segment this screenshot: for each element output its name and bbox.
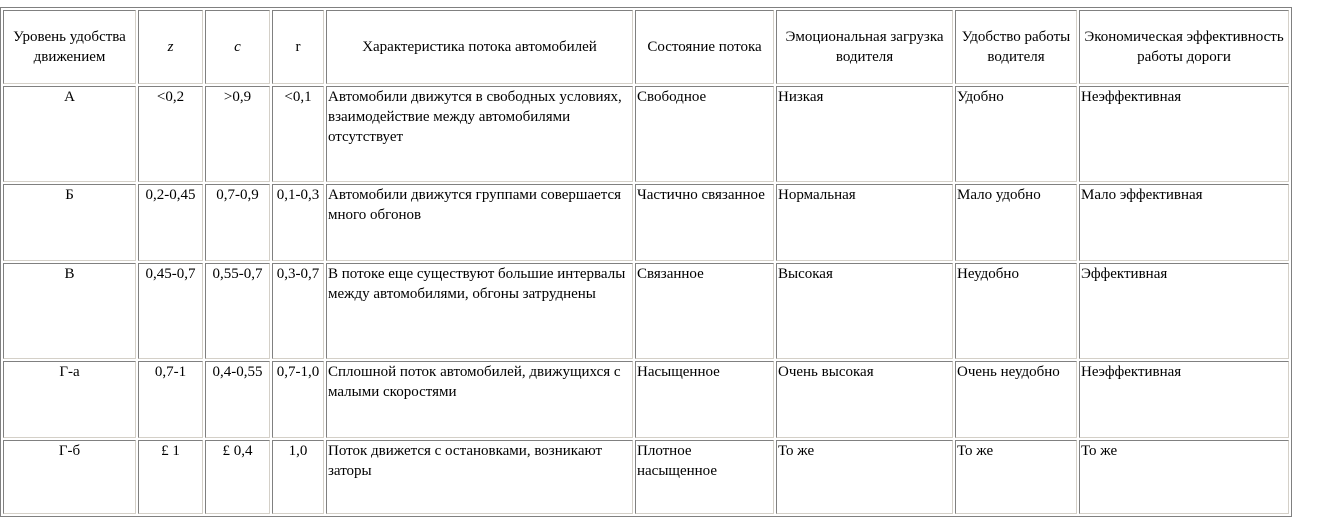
cell-driver-comfort: Мало удобно (955, 184, 1077, 261)
cell-state: Плотное насыщенное (635, 440, 774, 514)
cell-efficiency: Неэффективная (1079, 361, 1289, 438)
table-row (3, 86, 1289, 182)
header-emotional-load: Эмоциональная загрузка водителя (776, 10, 953, 84)
cell-driver-comfort: Удобно (955, 86, 1077, 182)
cell-efficiency: Мало эффективная (1079, 184, 1289, 261)
cell-efficiency: Эффективная (1079, 263, 1289, 359)
cell-efficiency: Неэффективная (1079, 86, 1289, 182)
cell-efficiency: То же (1079, 440, 1289, 514)
cell-state: Насыщенное (635, 361, 774, 438)
cell-c: >0,9 (205, 86, 270, 182)
cell-r: 0,3-0,7 (272, 263, 324, 359)
header-driver-comfort: Удобство работы водителя (955, 10, 1077, 84)
cell-level: А (3, 86, 136, 182)
cell-emotional-load: То же (776, 440, 953, 514)
cell-c: £ 0,4 (205, 440, 270, 514)
header-z: z (138, 10, 203, 84)
table-row (3, 361, 1289, 438)
cell-level: Г-а (3, 361, 136, 438)
cell-level: В (3, 263, 136, 359)
header-c: c (205, 10, 270, 84)
cell-r: 0,1-0,3 (272, 184, 324, 261)
cell-r: 1,0 (272, 440, 324, 514)
cell-characteristic: Автомобили движутся группами совершается много обгонов (326, 184, 633, 261)
header-level: Уровень удобства движением (3, 10, 136, 84)
cell-driver-comfort: Неудобно (955, 263, 1077, 359)
cell-state: Свободное (635, 86, 774, 182)
cell-c: 0,4-0,55 (205, 361, 270, 438)
cell-state: Частично связанное (635, 184, 774, 261)
cell-c: 0,7-0,9 (205, 184, 270, 261)
cell-emotional-load: Нормальная (776, 184, 953, 261)
cell-characteristic: В потоке еще существуют большие интервалы между автомобилями, обгоны затруднены (326, 263, 633, 359)
cell-characteristic: Автомобили движутся в свободных условиях, взаимодействие между автомобилями отсутствует (326, 86, 633, 182)
cell-state: Связанное (635, 263, 774, 359)
header-efficiency: Экономическая эффективность работы дороги (1079, 10, 1289, 84)
cell-r: 0,7-1,0 (272, 361, 324, 438)
cell-emotional-load: Очень высокая (776, 361, 953, 438)
cell-emotional-load: Низкая (776, 86, 953, 182)
cell-driver-comfort: Очень неудобно (955, 361, 1077, 438)
header-r: r (272, 10, 324, 84)
header-state: Состояние потока (635, 10, 774, 84)
table-row (3, 440, 1289, 514)
traffic-comfort-table (0, 7, 1292, 517)
cell-r: <0,1 (272, 86, 324, 182)
cell-level: Г-б (3, 440, 136, 514)
cell-characteristic: Поток движется с остановками, возникают заторы (326, 440, 633, 514)
cell-level: Б (3, 184, 136, 261)
cell-z: 0,2-0,45 (138, 184, 203, 261)
cell-z: <0,2 (138, 86, 203, 182)
cell-driver-comfort: То же (955, 440, 1077, 514)
table-row (3, 184, 1289, 261)
header-row (3, 10, 1289, 84)
cell-characteristic: Сплошной поток автомобилей, движущихся с малыми скоростями (326, 361, 633, 438)
header-characteristic: Характеристика потока автомобилей (326, 10, 633, 84)
cell-emotional-load: Высокая (776, 263, 953, 359)
table-row (3, 263, 1289, 359)
cell-z: £ 1 (138, 440, 203, 514)
cell-z: 0,45-0,7 (138, 263, 203, 359)
cell-c: 0,55-0,7 (205, 263, 270, 359)
cell-z: 0,7-1 (138, 361, 203, 438)
